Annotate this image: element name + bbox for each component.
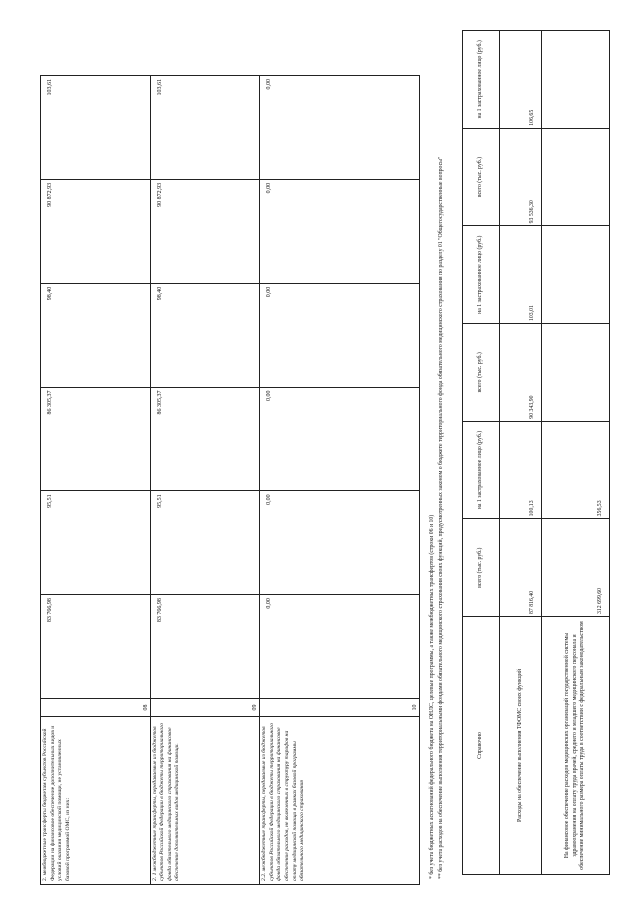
cell: 100,13 (499, 421, 541, 519)
table-row (41, 76, 151, 885)
cell: 86 305,37 (41, 387, 151, 491)
cell: 106,65 (499, 31, 541, 129)
financing-table (40, 75, 420, 885)
cell: 87 816,40 (499, 519, 541, 617)
column-header: на 1 застрахованное лицо (руб.) (463, 31, 500, 129)
cell: 90 872,93 (41, 179, 151, 283)
cell: 95,51 (41, 491, 151, 595)
column-header: на 1 застрахованное лицо (руб.) (463, 226, 500, 324)
column-header: на 1 застрахованное лицо (руб.) (463, 421, 500, 519)
footnote-2: ** без учета расходов на обеспечение выполнения территориальными фондами обязательного медицинского страхования своих функций, предусмотренных законом о бюджете территориального фонда обязательного медицинского страхования по разделу 01 "Общегосударственные вопросы" (437, 156, 444, 879)
cell: 83 766,98 (41, 595, 151, 699)
column-header: всего (тыс. руб.) (463, 519, 500, 617)
footnotes (428, 59, 445, 879)
row-label: 2.2. межбюджетные трансферты, передаваемые из бюджетов субъектов Российской Федерации в бюджеты территориального фонда обязательного медицинского страхования на финансовое обеспечение расходов, не включенных в структуру тарифов на оплату медицинской помощи в рамках базовой программы обязательного медицинского страхования (260, 717, 420, 885)
cell (542, 226, 610, 324)
cell: 0,00 (260, 283, 420, 387)
cell: 90 343,90 (499, 324, 541, 422)
cell: 356,53 (542, 421, 610, 519)
cell: 0,00 (260, 76, 420, 180)
row-code: 09 (150, 699, 260, 717)
row-label: 2. 1 межбюджетные трансферты, передаваемые из бюджетов субъектов Российской Федерации в бюджеты территориального фонда обязательного медицинского страхования на финансовое обеспечение дополнительных видов медицинской помощи. (150, 717, 260, 885)
reference-table (462, 30, 610, 875)
header-label: Справочно (463, 617, 500, 875)
column-header: всего (тыс. руб.) (463, 324, 500, 422)
footnote-1: * без учета бюджетных ассигнований федерального бюджета на ОНЛС, целевые программы, а также межбюджетных трансфертов (строки 06 и 10) (429, 514, 435, 879)
cell: 103,61 (41, 76, 151, 180)
cell: 98,40 (150, 283, 260, 387)
column-header: всего (тыс. руб.) (463, 128, 500, 226)
cell (542, 128, 610, 226)
cell: 0,00 (260, 179, 420, 283)
table-row (150, 76, 260, 885)
cell: 98,40 (41, 283, 151, 387)
cell (542, 31, 610, 129)
table-row (499, 31, 541, 875)
cell: 103,61 (150, 76, 260, 180)
cell: 103,01 (499, 226, 541, 324)
cell: 0,00 (260, 595, 420, 699)
table-row (542, 31, 610, 875)
table-header-row (463, 31, 500, 875)
row-label: Расходы на обеспечение выполнения ТФОМС своих функций (499, 617, 541, 875)
cell (542, 324, 610, 422)
cell: 83 766,98 (150, 595, 260, 699)
cell: 86 305,37 (150, 387, 260, 491)
cell: 312 699,60 (542, 519, 610, 617)
cell: 0,00 (260, 491, 420, 595)
cell: 90 872,93 (150, 179, 260, 283)
cell: 93 536,30 (499, 128, 541, 226)
row-code: 08 (41, 699, 151, 717)
cell: 95,51 (150, 491, 260, 595)
cell: 0,00 (260, 387, 420, 491)
table-row (260, 76, 420, 885)
row-label: 2. межбюджетные трансферты бюджетам субъектов Российской Федерации на финансовое обеспечение дополнительных видов и условий оказания медицинской помощи, не установленных базовой программой ОМС, из них: (41, 717, 151, 885)
row-label: На финансовое обеспечение расходов медицинских организаций государственной системы здравоохранения на оплату труда врачей, среднего и младшего медицинского персонала и обеспечение минимального размера оплаты труда в соответствии с федеральным законодательством (542, 617, 610, 875)
row-code: 10 (260, 699, 420, 717)
